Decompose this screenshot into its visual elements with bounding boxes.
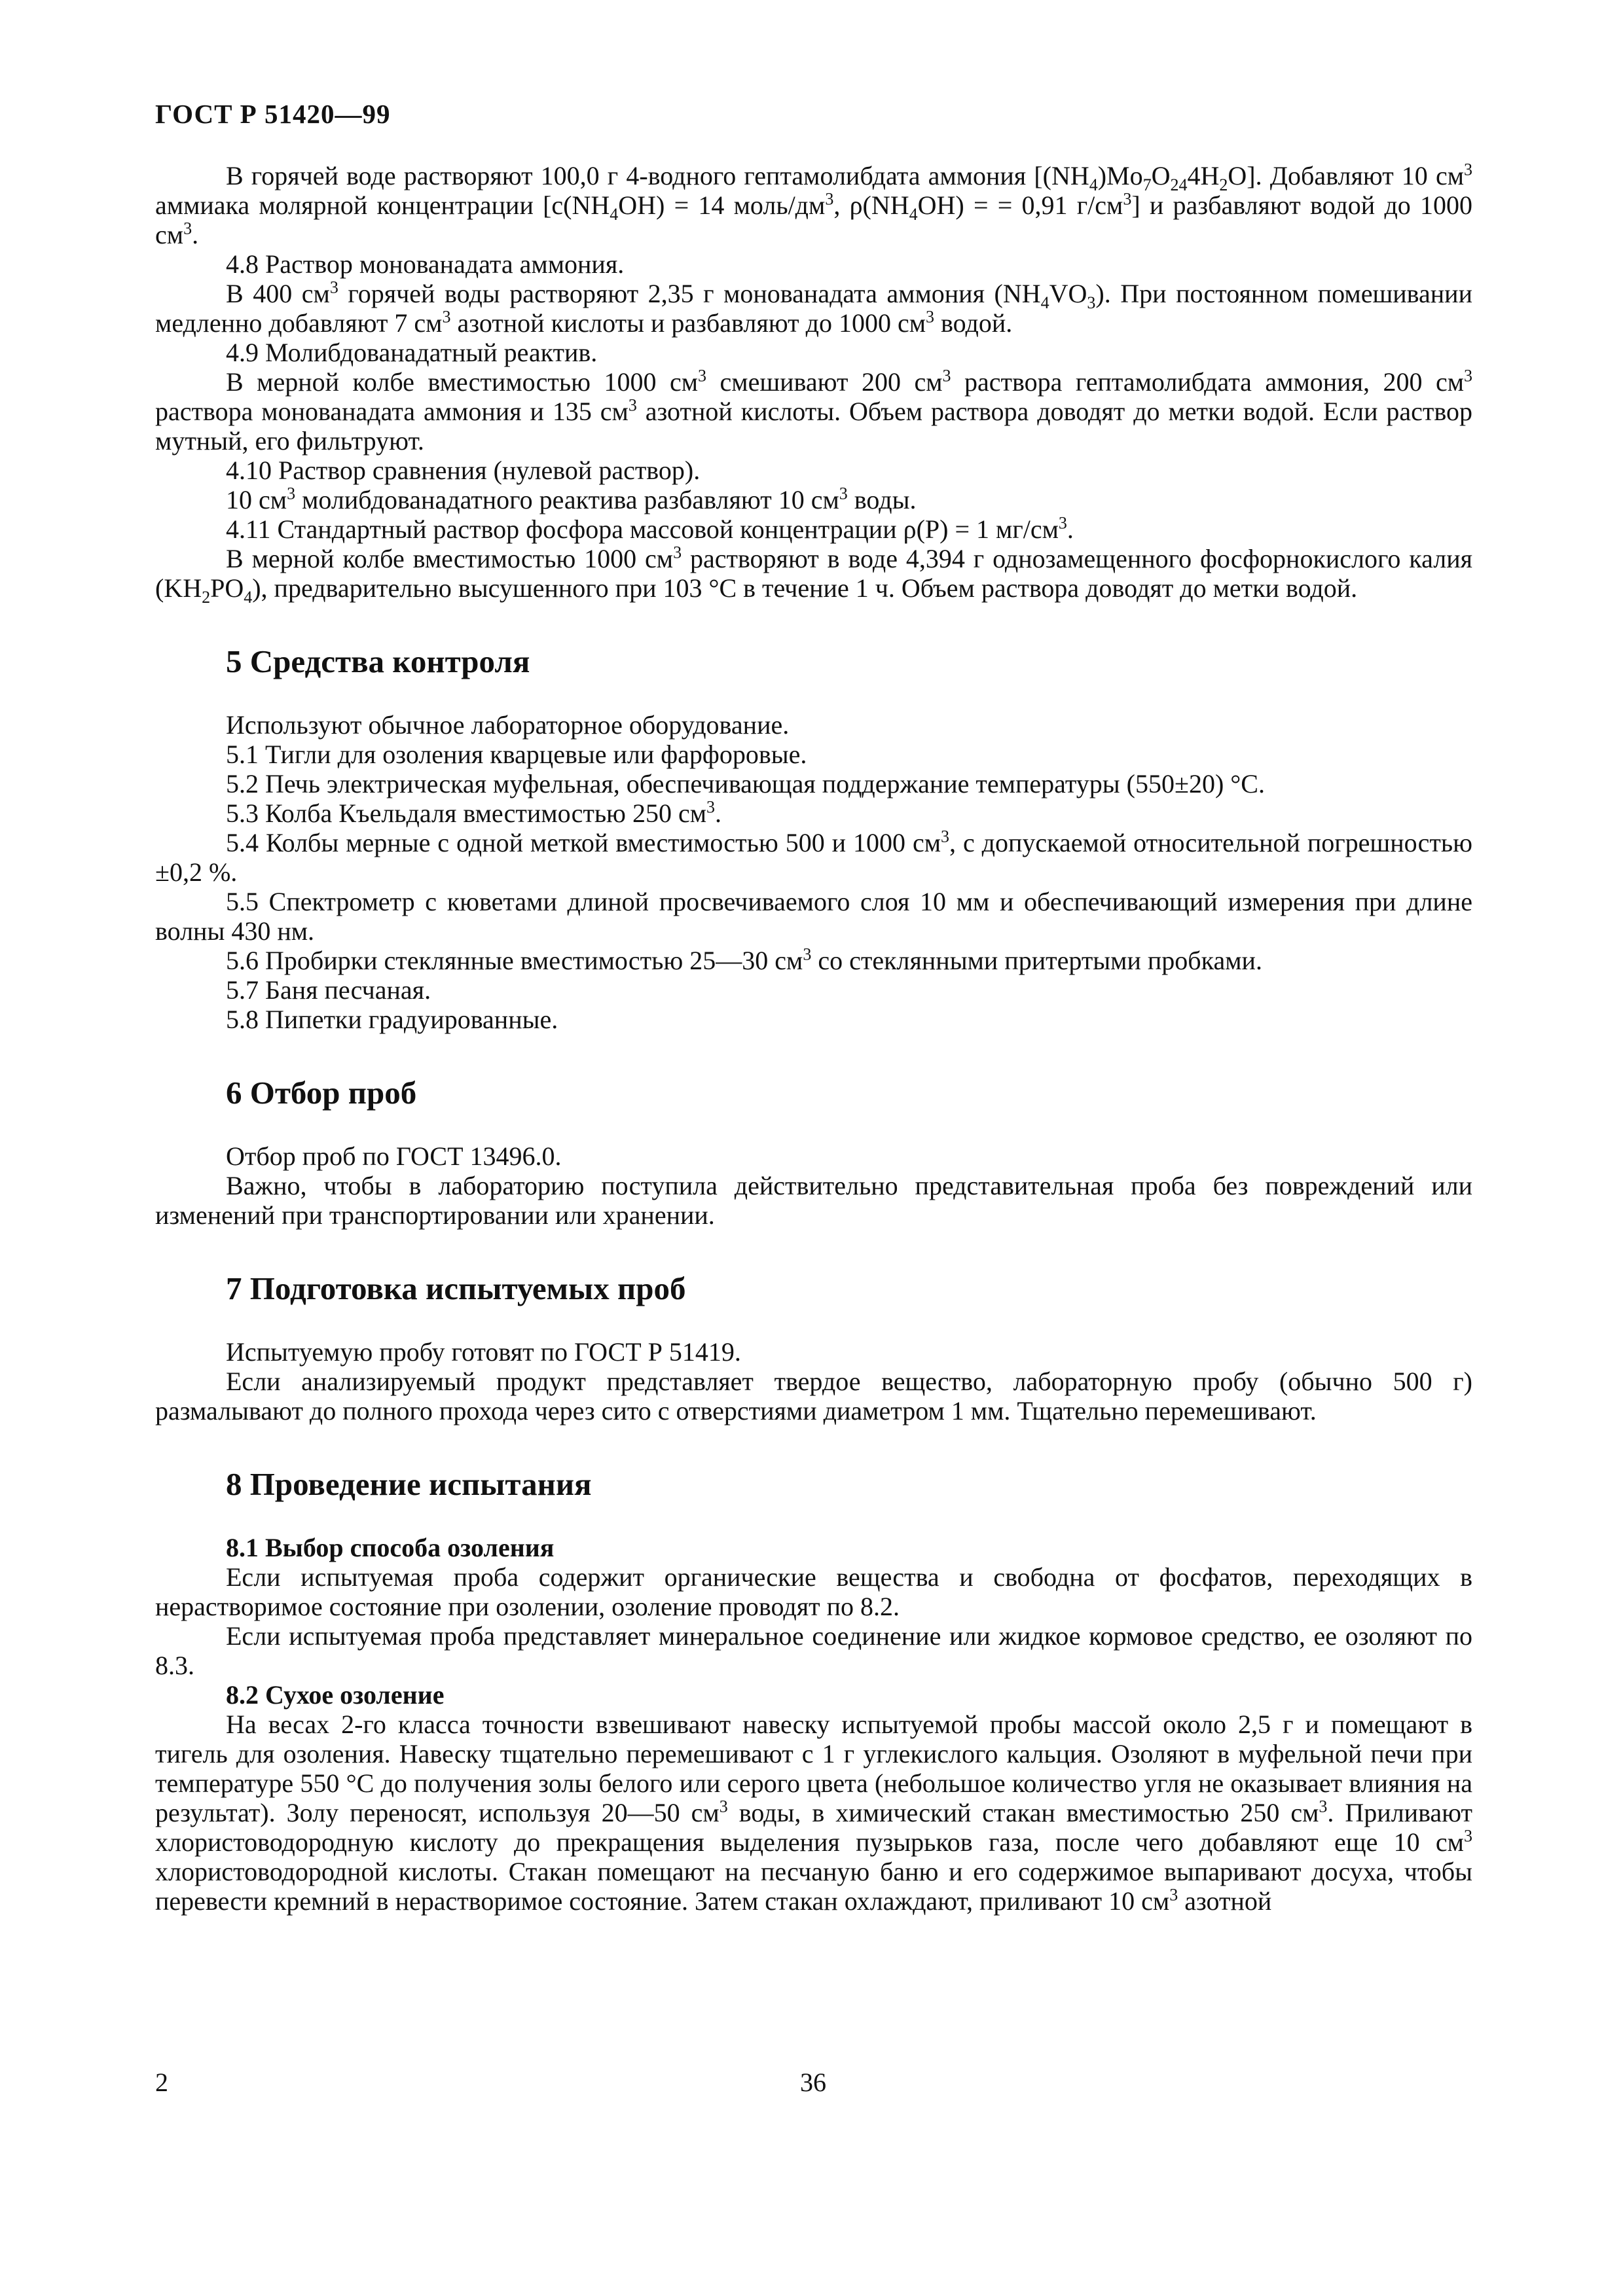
page-number-center: 36 — [800, 2068, 826, 2097]
list-item: 5.2 Печь электрическая муфельная, обеспечивающая поддержание температуры (550±20) °С. — [226, 769, 1265, 798]
subsection-4-10: 4.10 Раствор сравнения (нулевой раствор). — [226, 456, 701, 485]
paragraph: Отбор проб по ГОСТ 13496.0. — [226, 1141, 562, 1171]
list-item: 5.8 Пипетки градуированные. — [226, 1005, 558, 1034]
list-item: 5.7 Баня песчаная. — [226, 975, 431, 1005]
paragraph: Важно, чтобы в лабораторию поступила действительно представительная проба без повреждений или изменений при транспортировании или хранении. — [155, 1171, 1472, 1230]
page-number-left: 2 — [155, 2068, 168, 2097]
paragraph: В горячей воде растворяют 100,0 г 4-водного гептамолибдата аммония $[(NH_4)Mo_7O_{24}4H_2O]$. Добавляют 10 $см^3$ аммиака молярной концентрации [$c(NH_4OH) = 14$ моль/$дм^3$, $\rho(NH_4OH)$ = = 0,91 $г/см^3$] и разбавляют водой до 1000 $см^3$. — [155, 160, 1473, 249]
list-item: 5.6 Пробирки стеклянные вместимостью 25—30 $см^3$ со стеклянными притертыми пробками. — [226, 944, 1262, 975]
paragraph: Используют обычное лабораторное оборудование. — [226, 710, 790, 740]
paragraph: Если испытуемая проба представляет минеральное соединение или жидкое кормовое средство, ее озоляют по 8.3. — [155, 1621, 1472, 1680]
paragraph: На весах 2-го класса точности взвешивают навеску испытуемой пробы массой около 2,5 г и помещают в тигель для озоления. Навеску тщательно перемешивают с 1 г углекислого кальция. Озоляют в муфельной печи при температуре 550 °С до получения золы белого или серого цвета (небольшое количество угля не оказывает влияния на результат). Золу переносят, используя 20—50 $см^3$ воды, в химический стакан вместимостью 250 $см^3$. Приливают хлористоводородную кислоту до прекращения выделения пузырьков газа, после чего добавляют еще 10 $см^3$ хлористоводородной кислоты. Стакан помещают на песчаную баню и его содержимое выпаривают досуха, чтобы перевести кремний в нерастворимое состояние. Затем стакан охлаждают, приливают 10 $см^3$ азотной — [155, 1710, 1473, 1916]
section-heading-7: 7 Подготовка испытуемых проб — [226, 1270, 686, 1306]
document-page — [155, 98, 1472, 1916]
paragraph: Испытуемую пробу готовят по ГОСТ Р 51419. — [226, 1337, 741, 1367]
subsection-heading-8-1: 8.1 Выбор способа озоления — [226, 1533, 555, 1562]
list-item: 5.4 Колбы мерные с одной меткой вместимостью 500 и 1000 $см^3$, с допускаемой относительной погрешностью ±0,2 %. — [155, 827, 1472, 887]
section-heading-5: 5 Средства контроля — [226, 643, 530, 679]
section-heading-6: 6 Отбор проб — [226, 1075, 417, 1111]
paragraph: В 400 $см^3$ горячей воды растворяют 2,35 г монованадата аммония $(NH_4VO_3)$. При постоянном помешивании медленно добавляют 7 $см^3$ азотной кислоты и разбавляют до 1000 $см^3$ водой. — [155, 278, 1472, 338]
subsection-heading-8-2: 8.2 Сухое озоление — [226, 1680, 445, 1710]
paragraph: Если испытуемая проба содержит органические вещества и свободна от фосфатов, переходящих в нерастворимое состояние при озолении, озоление проводят по 8.2. — [155, 1562, 1472, 1621]
paragraph: Если анализируемый продукт представляет твердое вещество, лабораторную пробу (обычно 500 г) размалывают до полного прохода через сито с отверстиями диаметром 1 мм. Тщательно перемешивают. — [155, 1367, 1472, 1426]
list-item: 5.5 Спектрометр с кюветами длиной просвечиваемого слоя 10 мм и обеспечивающий измерения при длине волны 430 нм. — [155, 887, 1472, 946]
list-item: 5.1 Тигли для озоления кварцевые или фарфоровые. — [226, 740, 807, 769]
document-header: ГОСТ Р 51420—99 — [155, 99, 391, 129]
paragraph: В мерной колбе вместимостью 1000 $см^3$ растворяют в воде 4,394 г однозамещенного фосфорнокислого калия $(KH_2PO_4)$, предварительно высушенного при 103 °С в течение 1 ч. Объем раствора доводят до метки водой. — [155, 543, 1473, 607]
section-heading-8: 8 Проведение испытания — [226, 1466, 592, 1502]
subsection-4-11: 4.11 Стандартный раствор фосфора массовой концентрации ρ(P) = 1 $мг/см^3$. — [226, 513, 1074, 544]
list-item: 5.3 Колба Къельдаля вместимостью 250 $см^3$. — [226, 797, 722, 828]
subsection-4-8: 4.8 Раствор монованадата аммония. — [226, 249, 625, 279]
paragraph: 10 $см^3$ молибдованадатного реактива разбавляют 10 $см^3$ воды. — [226, 484, 917, 514]
subsection-4-9: 4.9 Молибдованадатный реактив. — [226, 338, 598, 367]
paragraph: В мерной колбе вместимостью 1000 $см^3$ смешивают 200 $см^3$ раствора гептамолибдата аммония, 200 $см^3$ раствора монованадата аммония и 135 $см^3$ азотной кислоты. Объем раствора доводят до метки водой. Если раствор мутный, его фильтруют. — [155, 366, 1473, 456]
